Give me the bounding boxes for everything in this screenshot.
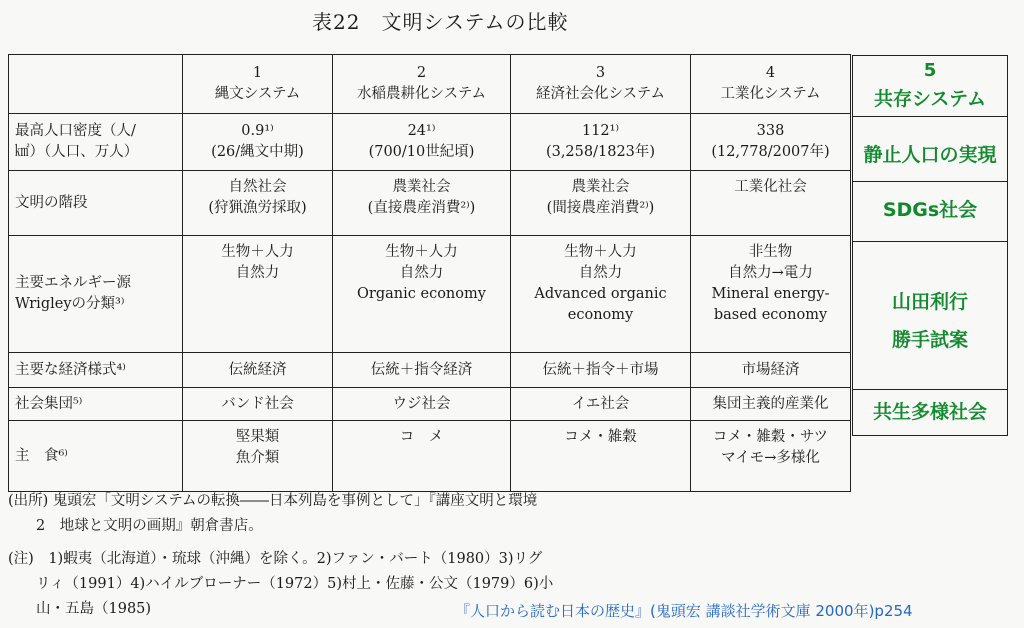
row-header-civilization-stage xyxy=(9,171,183,236)
column-header-line: 3 xyxy=(595,65,606,81)
column-header-line: 4 xyxy=(765,65,776,81)
table-cell-line: 生物＋人力 xyxy=(221,244,294,260)
column-header xyxy=(511,55,691,114)
row-header-population-density-line: ㎢）（人口、万人） xyxy=(15,144,139,160)
table-cell-line: Organic economy xyxy=(357,286,486,302)
table-cell-line: 伝統経済 xyxy=(228,361,287,378)
notes-line-3: 山・五島（1985) xyxy=(36,601,152,617)
row-header-staple-food-line: 主 食⁶⁾ xyxy=(15,447,68,464)
table-cell xyxy=(511,114,691,171)
table-cell-line: (直接農産消費²⁾) xyxy=(367,200,476,216)
table-cell xyxy=(691,388,851,421)
table-cell-line: 自然力→電力 xyxy=(728,265,813,281)
table-row xyxy=(9,353,851,388)
table-cell-line: (3,258/1823年) xyxy=(545,144,656,160)
row-header-energy-source-line: Wrigleyの分類³⁾ xyxy=(15,296,125,312)
table-cell-line: バンド社会 xyxy=(221,395,294,412)
table-cell-line: (狩猟漁労採取) xyxy=(208,200,307,216)
table-cell-line: 112¹⁾ xyxy=(581,123,620,139)
table-cell xyxy=(333,353,511,388)
table-cell-line: 工業化社会 xyxy=(734,179,807,195)
table-header-row xyxy=(9,55,851,114)
table-cell xyxy=(691,171,851,236)
annotation-divider xyxy=(853,116,1007,117)
table-title: 表22 文明システムの比較 xyxy=(312,10,569,34)
row-header-energy-source xyxy=(9,236,183,353)
table-row xyxy=(9,388,851,421)
column-header-line: 2 xyxy=(416,65,427,81)
table-cell-line: 自然社会 xyxy=(228,179,287,195)
annotation-column xyxy=(852,55,1008,436)
annotation-society: 共生多様社会 xyxy=(872,401,987,423)
column-header-line: 縄文システム xyxy=(214,86,301,102)
source-line-2: 2 地球と文明の画期』朝倉書店。 xyxy=(36,518,263,534)
table-row xyxy=(9,114,851,171)
column-header xyxy=(691,55,851,114)
table-cell-line: 0.9¹⁾ xyxy=(241,123,274,139)
table-cell xyxy=(511,171,691,236)
annotation-stage: SDGs社会 xyxy=(882,199,978,221)
row-header-population-density-line: 最高人口密度（人/ xyxy=(15,123,136,139)
table-cell-line: (26/縄文中期) xyxy=(211,144,304,160)
table-cell-line: 魚介類 xyxy=(235,450,280,466)
table-cell-line: Advanced organic xyxy=(534,286,667,302)
table-cell xyxy=(511,353,691,388)
table-cell-line: 農業社会 xyxy=(571,179,630,195)
table-cell-line: economy xyxy=(567,307,634,323)
source-line-1: (出所) 鬼頭宏「文明システムの転換――日本列島を事例として」『講座文明と環境 xyxy=(8,493,538,509)
table-row xyxy=(9,421,851,492)
column-header-line: 水稲農耕化システム xyxy=(356,86,487,102)
annotation-divider xyxy=(853,241,1007,242)
row-header-energy-source-line: 主要エネルギー源 xyxy=(15,275,131,291)
table-cell-line: (700/10世紀頃) xyxy=(368,144,475,160)
annotation-population: 静止人口の実現 xyxy=(863,144,997,166)
annotation-divider xyxy=(853,389,1007,390)
table-cell-line: 集団主義的産業化 xyxy=(712,395,829,412)
notes-line-1: (注) 1)蝦夷（北海道）・琉球（沖縄）を除く。2)ファン・バート（1980）3)リグ xyxy=(8,551,543,567)
notes-line-2: リィ（1991）4)ハイルブローナー（1972）5)村上・佐藤・公文（1979）6)小 xyxy=(36,576,554,592)
row-header-staple-food xyxy=(9,421,183,492)
table-cell-line: 自然力 xyxy=(399,265,444,281)
table-cell-line: (間接農産消費²⁾) xyxy=(546,200,655,216)
row-header-economic-style-line: 主要な経済様式⁴⁾ xyxy=(15,361,126,378)
table-cell-line: 市場経済 xyxy=(741,361,800,378)
table-cell-line: コメ・雑穀・サツ xyxy=(712,429,829,445)
table-cell xyxy=(511,388,691,421)
table-cell xyxy=(333,236,511,353)
table-cell xyxy=(183,388,333,421)
annotation-proposal: 勝手試案 xyxy=(891,329,968,351)
table-cell xyxy=(183,114,333,171)
table-cell-line: 堅果類 xyxy=(235,429,280,445)
table-cell xyxy=(333,421,511,492)
table-cell-line: 自然力 xyxy=(235,265,280,281)
table-cell xyxy=(691,114,851,171)
comparison-table xyxy=(8,54,851,492)
table-cell xyxy=(183,353,333,388)
table-cell xyxy=(511,236,691,353)
table-cell xyxy=(333,388,511,421)
column-header xyxy=(333,55,511,114)
annotation-author: 山田利行 xyxy=(891,291,968,313)
table-cell xyxy=(691,421,851,492)
annotation-number: 5 xyxy=(923,60,937,81)
table-row xyxy=(9,236,851,353)
column-header xyxy=(9,55,183,114)
annotation-divider xyxy=(853,181,1007,182)
table-cell-line: イエ社会 xyxy=(571,395,630,412)
table-cell-line: コ メ xyxy=(399,429,444,445)
row-header-social-group-line: 社会集団⁵⁾ xyxy=(15,395,83,412)
row-header-economic-style xyxy=(9,353,183,388)
row-header-population-density xyxy=(9,114,183,171)
row-header-social-group xyxy=(9,388,183,421)
table-cell xyxy=(691,353,851,388)
table-cell-line: 24¹⁾ xyxy=(407,123,436,139)
table-cell-line: 非生物 xyxy=(748,244,793,260)
column-header xyxy=(183,55,333,114)
table-cell-line: (12,778/2007年) xyxy=(711,144,830,160)
table-cell-line: based economy xyxy=(713,307,828,323)
table-cell-line: 自然力 xyxy=(578,265,623,281)
column-header-line: 1 xyxy=(252,65,263,81)
table-cell xyxy=(511,421,691,492)
table-row xyxy=(9,171,851,236)
table-cell-line: 生物＋人力 xyxy=(385,244,458,260)
annotation-system: 共存システム xyxy=(873,88,987,110)
table-cell xyxy=(183,421,333,492)
table-cell-line: Mineral energy- xyxy=(711,286,830,302)
table-cell-line: コメ・雑穀 xyxy=(564,429,637,445)
table-cell-line: 農業社会 xyxy=(392,179,451,195)
table-cell-line: 生物＋人力 xyxy=(564,244,637,260)
row-header-civilization-stage-line: 文明の階段 xyxy=(15,194,88,211)
table-cell-line: 伝統＋指令経済 xyxy=(370,361,473,378)
table-cell xyxy=(183,236,333,353)
table-cell xyxy=(691,236,851,353)
table-cell-line: 伝統＋指令＋市場 xyxy=(542,361,659,378)
table-cell xyxy=(333,171,511,236)
table-cell-line: 338 xyxy=(756,123,785,139)
table-cell-line: ウジ社会 xyxy=(392,395,451,412)
book-citation: 『人口から読む日本の歴史』(鬼頭宏 講談社学術文庫 2000年)p254 xyxy=(455,602,913,620)
column-header-line: 経済社会化システム xyxy=(535,86,666,102)
column-header-line: 工業化システム xyxy=(720,86,821,102)
table-cell xyxy=(333,114,511,171)
table-cell xyxy=(183,171,333,236)
table-cell-line: マイモ→多様化 xyxy=(721,450,820,466)
